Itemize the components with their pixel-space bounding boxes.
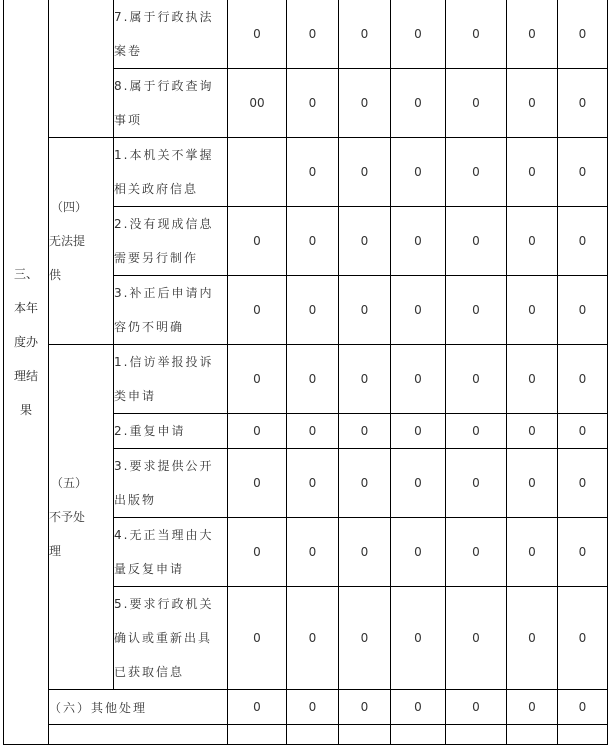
value-cell: 0 — [446, 0, 507, 69]
row-label-line: 7.属于行政执法 — [114, 10, 214, 24]
value-cell: 0 — [287, 449, 339, 518]
row-label-line: 相关政府信息 — [114, 182, 199, 196]
value-cell: 0 — [339, 276, 391, 345]
group-label-line: 不予处 — [49, 510, 86, 524]
table-row — [4, 0, 608, 69]
value-cell: 0 — [558, 69, 608, 138]
value-cell: 0 — [228, 207, 287, 276]
section-label-line: 本年 — [13, 301, 38, 315]
row-label-line: 5.要求行政机关 — [114, 597, 214, 611]
value-cell: 0 — [446, 69, 507, 138]
row-label-cell — [114, 207, 228, 276]
row-label-cell — [114, 518, 228, 587]
value-cell: 0 — [228, 587, 287, 690]
value-cell: 0 — [339, 690, 391, 725]
value-cell: 0 — [339, 414, 391, 449]
value-cell: 0 — [287, 276, 339, 345]
value-cell: 0 — [446, 587, 507, 690]
row-label-line: 量反复申请 — [114, 562, 185, 576]
value-cell: 0 — [339, 0, 391, 69]
row-label-cell — [114, 587, 228, 690]
value-cell: 0 — [446, 138, 507, 207]
row-label-line: 确认或重新出具 — [114, 631, 213, 645]
value-cell: 0 — [446, 345, 507, 414]
value-cell: 0 — [391, 518, 446, 587]
disclosure-results-table — [3, 0, 608, 745]
value-cell: 0 — [507, 587, 558, 690]
value-cell: 0 — [507, 449, 558, 518]
value-cell: 0 — [287, 345, 339, 414]
value-cell: 0 — [507, 518, 558, 587]
value-cell: 0 — [558, 207, 608, 276]
section-label-line: 理结 — [13, 369, 38, 383]
value-cell: 0 — [558, 345, 608, 414]
row-label-line: 1.信访举报投诉 — [114, 355, 214, 369]
row-label-line: 2.没有现成信息 — [114, 217, 214, 231]
value-cell: 0 — [287, 690, 339, 725]
value-cell: 0 — [507, 138, 558, 207]
value-cell: 0 — [507, 0, 558, 69]
value-cell — [228, 138, 287, 207]
section-label-cell — [4, 0, 49, 745]
row-label-cell — [114, 69, 228, 138]
row-label-line: 出版物 — [114, 493, 157, 507]
row-label-line: 类申请 — [114, 389, 157, 403]
value-cell: 0 — [558, 276, 608, 345]
value-cell: 0 — [446, 276, 507, 345]
group-label-line: 无法提 — [49, 234, 86, 248]
section-label-line: 果 — [19, 403, 32, 417]
value-cell: 0 — [558, 449, 608, 518]
value-cell: 0 — [558, 414, 608, 449]
value-cell: 0 — [228, 345, 287, 414]
table-row — [4, 690, 608, 725]
value-cell: 0 — [287, 69, 339, 138]
row-label-line: 案卷 — [114, 44, 143, 58]
value-cell: 0 — [558, 518, 608, 587]
value-cell: 0 — [446, 518, 507, 587]
section-label-line: 三、 — [13, 267, 38, 281]
group-label-line: （五） — [51, 476, 88, 490]
value-cell: 0 — [339, 69, 391, 138]
row-label-line: 需要另行制作 — [114, 251, 199, 265]
value-cell: 0 — [228, 414, 287, 449]
value-cell: 0 — [391, 690, 446, 725]
row-label-line: 已获取信息 — [114, 665, 185, 679]
row-label-cell — [114, 345, 228, 414]
value-cell: 0 — [507, 414, 558, 449]
value-cell: 0 — [228, 449, 287, 518]
value-cell: 0 — [558, 138, 608, 207]
value-cell: 0 — [391, 276, 446, 345]
value-cell: 0 — [446, 414, 507, 449]
value-cell: 0 — [558, 0, 608, 69]
value-cell: 0 — [391, 207, 446, 276]
value-cell: 0 — [558, 690, 608, 725]
value-cell: 0 — [446, 207, 507, 276]
value-cell: 00 — [228, 69, 287, 138]
value-cell: 0 — [391, 587, 446, 690]
value-cell: 0 — [287, 0, 339, 69]
value-cell: 0 — [391, 138, 446, 207]
row-label-line: 事项 — [114, 113, 143, 127]
row-label-cell — [114, 0, 228, 69]
row-label-cell — [114, 414, 228, 449]
value-cell: 0 — [339, 207, 391, 276]
value-cell: 0 — [287, 138, 339, 207]
value-cell: 0 — [228, 276, 287, 345]
value-cell: 0 — [391, 345, 446, 414]
value-cell: 0 — [446, 690, 507, 725]
value-cell: 0 — [391, 69, 446, 138]
value-cell: 0 — [507, 69, 558, 138]
row-label-cell: （六）其他处理 — [49, 690, 228, 725]
value-cell: 0 — [507, 276, 558, 345]
value-cell: 0 — [228, 690, 287, 725]
row-label-cell — [114, 276, 228, 345]
group-label-cell-five — [49, 345, 114, 690]
value-cell: 0 — [558, 587, 608, 690]
row-label-line: 1.本机关不掌握 — [114, 148, 214, 162]
group-label-cell-four — [49, 138, 114, 345]
group-label-line: 理 — [49, 544, 62, 558]
group-label-line: （四） — [51, 200, 88, 214]
section-label-line: 度办 — [13, 335, 38, 349]
group-label-cell-continued — [49, 0, 114, 138]
value-cell: 0 — [287, 518, 339, 587]
value-cell: 0 — [228, 0, 287, 69]
value-cell: 0 — [339, 138, 391, 207]
row-label-line: 8.属于行政查询 — [114, 79, 214, 93]
table-row — [4, 138, 608, 207]
value-cell: 0 — [339, 345, 391, 414]
value-cell: 0 — [507, 207, 558, 276]
value-cell: 0 — [391, 414, 446, 449]
value-cell: 0 — [446, 449, 507, 518]
table-row — [4, 345, 608, 414]
group-label-line: 供 — [49, 268, 62, 282]
value-cell: 0 — [287, 414, 339, 449]
row-label-line: 4.无正当理由大 — [114, 528, 214, 542]
value-cell: 0 — [391, 0, 446, 69]
row-label-cell — [114, 138, 228, 207]
row-label-line: 2.重复申请 — [114, 424, 186, 438]
value-cell: 0 — [339, 587, 391, 690]
value-cell: 0 — [287, 207, 339, 276]
value-cell: 0 — [287, 587, 339, 690]
value-cell: 0 — [507, 345, 558, 414]
value-cell: 0 — [507, 690, 558, 725]
value-cell: 0 — [339, 449, 391, 518]
row-label-line: 3.要求提供公开 — [114, 459, 214, 473]
value-cell: 0 — [339, 518, 391, 587]
value-cell: 0 — [228, 518, 287, 587]
row-label-line: 3.补正后申请内 — [114, 286, 214, 300]
row-label-line: 容仍不明确 — [114, 320, 185, 334]
row-label-cell — [114, 449, 228, 518]
value-cell: 0 — [391, 449, 446, 518]
